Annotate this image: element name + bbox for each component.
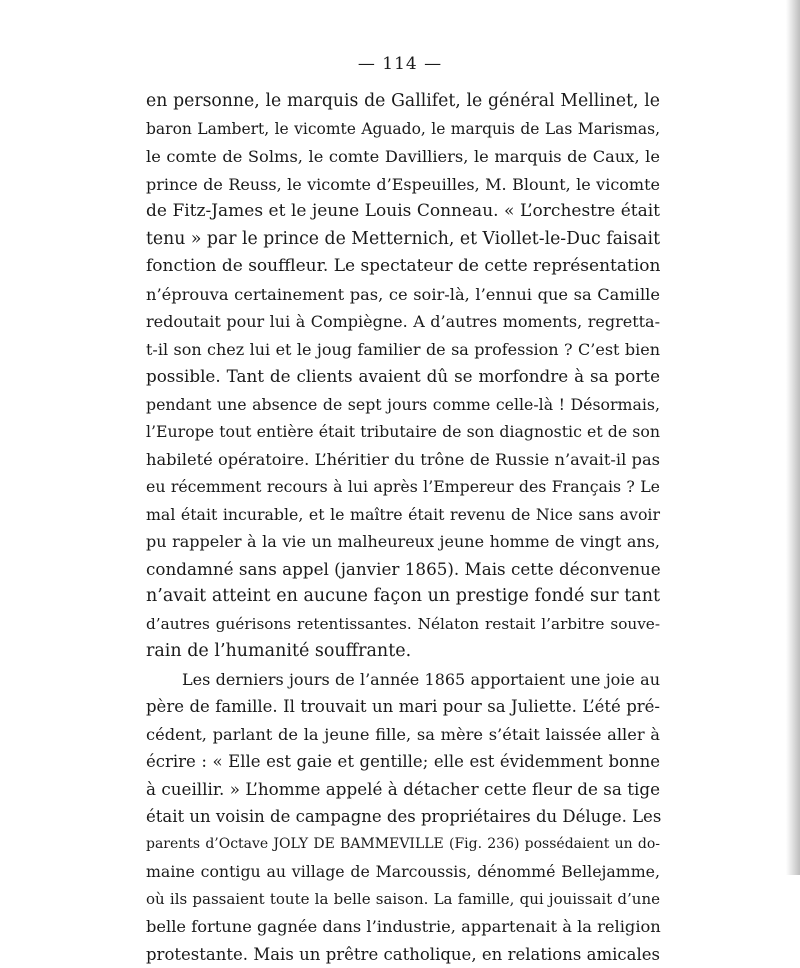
text-line: écrire : « Elle est gaie et gentille; elle est évidemment bonne	[146, 748, 660, 776]
text-line: protestante. Mais un prêtre catholique, en relations amicales	[146, 941, 660, 968]
text-line: pu rappeler à la vie un malheureux jeune homme de vingt ans,	[146, 528, 660, 556]
text-line: t-il son chez lui et le joug familier de sa profession ? C’est bien	[146, 336, 660, 364]
text-line: pendant une absence de sept jours comme celle-là ! Désormais,	[146, 391, 660, 419]
text-line: parents d’Octave JOLY DE BAMMEVILLE (Fig. 236) possédaient un do-	[146, 831, 660, 859]
text-line: redoutait pour lui à Compiègne. A d’autres moments, regretta-	[146, 308, 660, 336]
text-line: père de famille. Il trouvait un mari pour sa Juliette. L’été pré-	[146, 693, 660, 721]
text-line: tenu » par le prince de Metternich, et Viollet-le-Duc faisait	[146, 226, 660, 254]
page-number: — 114 —	[0, 52, 800, 76]
text-line: n’éprouva certainement pas, ce soir-là, l’ennui que sa Camille	[146, 281, 660, 309]
text-line: maine contigu au village de Marcoussis, dénommé Bellejamme,	[146, 858, 660, 886]
text-line: cédent, parlant de la jeune fille, sa mère s’était laissée aller à	[146, 721, 660, 749]
text-line: en personne, le marquis de Gallifet, le général Mellinet, le	[146, 88, 660, 116]
text-line: belle fortune gagnée dans l’industrie, appartenait à la religion	[146, 913, 660, 941]
text-line: à cueillir. » L’homme appelé à détacher cette fleur de sa tige	[146, 776, 660, 804]
text-line: condamné sans appel (janvier 1865). Mais cette déconvenue	[146, 556, 660, 584]
text-line: rain de l’humanité souffrante.	[146, 638, 660, 666]
text-line: mal était incurable, et le maître était revenu de Nice sans avoir	[146, 501, 660, 529]
text-line: de Fitz-James et le jeune Louis Conneau. « L’orchestre était	[146, 198, 660, 226]
text-line: était un voisin de campagne des propriétaires du Déluge. Les	[146, 803, 660, 831]
text-line: baron Lambert, le vicomte Aguado, le marquis de Las Marismas,	[146, 116, 660, 144]
text-line: habileté opératoire. L’héritier du trône de Russie n’avait-il pas	[146, 446, 660, 474]
text-line: où ils passaient toute la belle saison. La famille, qui jouissait d’une	[146, 886, 660, 914]
text-line: le comte de Solms, le comte Davilliers, le marquis de Caux, le	[146, 143, 660, 171]
body-text	[146, 88, 660, 968]
text-line: possible. Tant de clients avaient dû se morfondre à sa porte	[146, 363, 660, 391]
text-line: eu récemment recours à lui après l’Empereur des Français ? Le	[146, 473, 660, 501]
text-line: Les derniers jours de l’année 1865 apportaient une joie au	[146, 666, 660, 694]
text-line: n’avait atteint en aucune façon un prestige fondé sur tant	[146, 583, 660, 611]
text-line: d’autres guérisons retentissantes. Nélaton restait l’arbitre souve-	[146, 611, 660, 639]
text-line: fonction de souffleur. Le spectateur de cette représentation	[146, 253, 660, 281]
text-line: l’Europe tout entière était tributaire de son diagnostic et de son	[146, 418, 660, 446]
scan-page-edge	[786, 0, 800, 875]
text-line: prince de Reuss, le vicomte d’Espeuilles, M. Blount, le vicomte	[146, 171, 660, 199]
